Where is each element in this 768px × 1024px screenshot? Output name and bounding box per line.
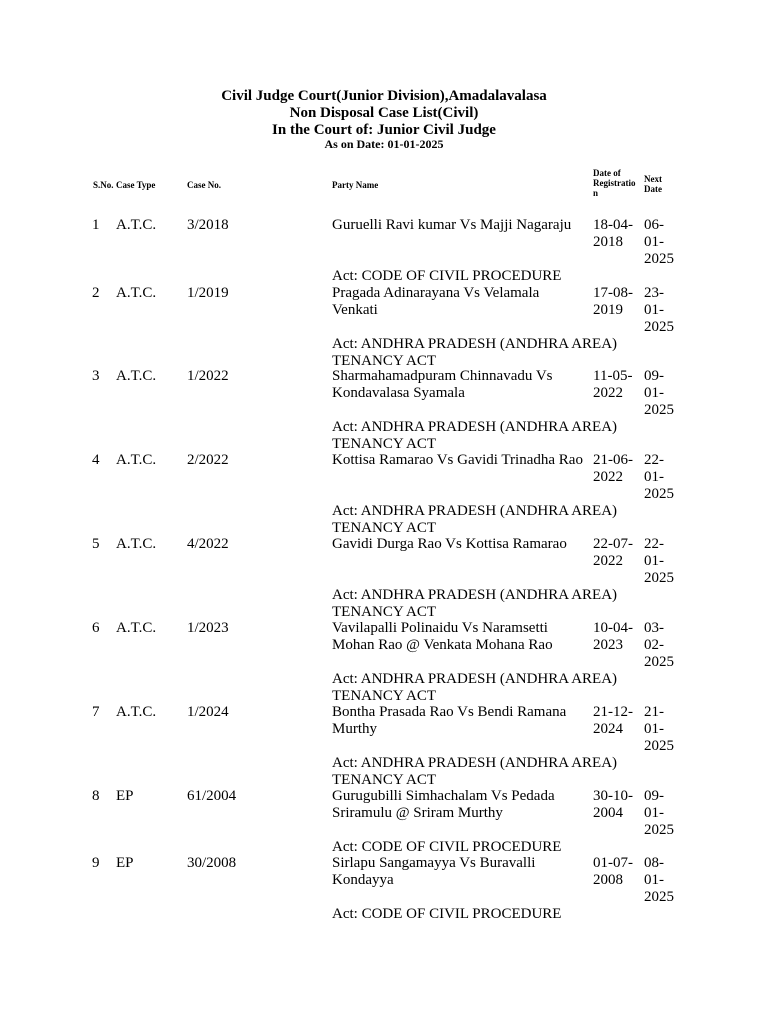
row-party-name-line: Venkati [332, 302, 378, 318]
row-act-line: TENANCY ACT [332, 436, 437, 452]
row-date-of-registration-line: 17-08- [593, 285, 633, 301]
court-name: Civil Judge Court(Junior Division),Amadalavalasa [221, 88, 547, 104]
column-header-sno: S.No. [93, 180, 114, 190]
row-sno-line: 7 [92, 704, 100, 720]
row-next-date-line: 01- [644, 872, 664, 888]
row-sno-line: 4 [92, 452, 100, 468]
row-next-date-line: 23- [644, 285, 664, 301]
row-sno [92, 788, 100, 805]
row-next-date-line: 09- [644, 368, 664, 384]
row-next-date [644, 855, 684, 906]
row-date-of-registration-line: 22-07- [593, 536, 633, 552]
row-party-name [332, 217, 594, 234]
column-header-reg-line: n [593, 188, 599, 198]
row-act-line: TENANCY ACT [332, 353, 437, 369]
row-case-type-line: A.T.C. [116, 452, 157, 468]
row-party-name-line: Sriramulu @ Sriram Murthy [332, 805, 503, 821]
row-act-line: Act: CODE OF CIVIL PROCEDURE [332, 268, 562, 284]
row-date-of-registration [593, 536, 641, 570]
column-header-reg-line: Date of [593, 168, 621, 178]
row-date-of-registration-line: 2022 [593, 553, 623, 569]
row-party-name [332, 704, 594, 738]
row-party-name-line: Kottisa Ramarao Vs Gavidi Trinadha Rao [332, 452, 583, 468]
row-act-line: TENANCY ACT [332, 604, 437, 620]
row-next-date-line: 01- [644, 469, 664, 485]
row-case-no-line: 2/2022 [187, 452, 229, 468]
row-case-no-line: 1/2023 [187, 620, 229, 636]
row-next-date-line: 2025 [644, 654, 674, 670]
row-case-no-line: 1/2019 [187, 285, 229, 301]
row-case-no [187, 452, 229, 469]
row-act [332, 906, 642, 923]
row-case-type [116, 285, 156, 302]
row-date-of-registration-line: 18-04- [593, 217, 633, 233]
row-party-name [332, 285, 594, 319]
row-next-date [644, 217, 684, 268]
row-sno [92, 285, 100, 302]
row-party-name-line: Sharmahamadpuram Chinnavadu Vs [332, 368, 553, 384]
row-case-type [116, 536, 156, 553]
row-act [332, 671, 642, 705]
row-sno-line: 1 [92, 217, 100, 233]
row-date-of-registration-line: 30-10- [593, 788, 633, 804]
row-next-date-line: 01- [644, 805, 664, 821]
row-case-no-line: 1/2022 [187, 368, 229, 384]
row-case-no-line: 1/2024 [187, 704, 229, 720]
row-act-line: Act: ANDHRA PRADESH (ANDHRA AREA) [332, 336, 618, 352]
column-header-reg-line: Registratio [593, 178, 636, 188]
row-sno-line: 3 [92, 368, 100, 384]
row-act-line: TENANCY ACT [332, 520, 437, 536]
row-next-date [644, 452, 684, 503]
row-next-date [644, 368, 684, 419]
row-date-of-registration [593, 285, 641, 319]
row-case-no-line: 4/2022 [187, 536, 229, 552]
row-next-date [644, 788, 684, 839]
row-act-line: Act: ANDHRA PRADESH (ANDHRA AREA) [332, 755, 618, 771]
list-title: Non Disposal Case List(Civil) [289, 105, 479, 121]
row-party-name-line: Murthy [332, 721, 377, 737]
row-date-of-registration-line: 2008 [593, 872, 623, 888]
row-act [332, 268, 642, 285]
row-date-of-registration-line: 01-07- [593, 855, 633, 871]
row-next-date-line: 2025 [644, 402, 674, 418]
row-date-of-registration-line: 2022 [593, 385, 623, 401]
column-header-next-line: Date [644, 184, 662, 194]
row-date-of-registration-line: 10-04- [593, 620, 633, 636]
row-case-no-line: 61/2004 [187, 788, 237, 804]
row-next-date-line: 2025 [644, 822, 674, 838]
row-next-date [644, 620, 684, 671]
row-next-date [644, 536, 684, 587]
row-party-name-line: Sirlapu Sangamayya Vs Buravalli [332, 855, 536, 871]
row-party-name-line: Kondayya [332, 872, 394, 888]
row-date-of-registration [593, 620, 641, 654]
row-party-name [332, 536, 594, 553]
row-date-of-registration-line: 21-12- [593, 704, 633, 720]
row-next-date-line: 03- [644, 620, 664, 636]
row-act [332, 336, 642, 370]
row-next-date-line: 22- [644, 536, 664, 552]
row-sno-line: 8 [92, 788, 100, 804]
row-party-name-line: Vavilapalli Polinaidu Vs Naramsetti [332, 620, 548, 636]
row-next-date-line: 09- [644, 788, 664, 804]
row-next-date-line: 2025 [644, 319, 674, 335]
row-next-date-line: 21- [644, 704, 664, 720]
row-case-no [187, 368, 229, 385]
row-case-no [187, 855, 236, 872]
row-act [332, 503, 642, 537]
row-case-no [187, 217, 229, 234]
row-party-name [332, 368, 594, 402]
row-party-name-line: Guruelli Ravi kumar Vs Majji Nagaraju [332, 217, 572, 233]
row-act-line: Act: ANDHRA PRADESH (ANDHRA AREA) [332, 587, 618, 603]
row-party-name-line: Mohan Rao @ Venkata Mohana Rao [332, 637, 553, 653]
row-party-name-line: Bontha Prasada Rao Vs Bendi Ramana [332, 704, 567, 720]
row-date-of-registration-line: 11-05- [593, 368, 633, 384]
row-date-of-registration [593, 452, 641, 486]
row-case-type [116, 452, 156, 469]
row-case-type-line: A.T.C. [116, 217, 157, 233]
row-case-type-line: A.T.C. [116, 704, 157, 720]
row-act-line: Act: CODE OF CIVIL PROCEDURE [332, 906, 562, 922]
row-sno [92, 536, 100, 553]
row-next-date-line: 01- [644, 302, 664, 318]
row-next-date-line: 01- [644, 385, 664, 401]
row-case-no [187, 788, 236, 805]
row-act-line: Act: ANDHRA PRADESH (ANDHRA AREA) [332, 671, 618, 687]
as-on-date: As on Date: 01-01-2025 [324, 137, 444, 151]
row-case-no [187, 704, 229, 721]
row-next-date-line: 01- [644, 553, 664, 569]
row-act [332, 419, 642, 453]
row-act-line: Act: ANDHRA PRADESH (ANDHRA AREA) [332, 419, 618, 435]
row-next-date-line: 22- [644, 452, 664, 468]
row-act [332, 587, 642, 621]
row-sno [92, 620, 100, 637]
column-header-next-date [644, 174, 672, 194]
row-act-line: TENANCY ACT [332, 772, 437, 788]
row-act-line: Act: ANDHRA PRADESH (ANDHRA AREA) [332, 503, 618, 519]
row-party-name-line: Gurugubilli Simhachalam Vs Pedada [332, 788, 555, 804]
row-date-of-registration [593, 788, 641, 822]
row-date-of-registration-line: 2023 [593, 637, 623, 653]
row-date-of-registration-line: 2018 [593, 234, 623, 250]
row-date-of-registration-line: 2024 [593, 721, 623, 737]
row-case-type-line: A.T.C. [116, 536, 157, 552]
row-act-line: TENANCY ACT [332, 688, 437, 704]
row-next-date-line: 2025 [644, 570, 674, 586]
row-party-name [332, 620, 594, 654]
row-case-type [116, 704, 156, 721]
row-next-date-line: 06- [644, 217, 664, 233]
row-next-date-line: 2025 [644, 889, 674, 905]
row-party-name-line: Kondavalasa Syamala [332, 385, 465, 401]
row-next-date [644, 704, 684, 755]
row-case-no [187, 620, 229, 637]
row-sno-line: 2 [92, 285, 100, 301]
row-case-type [116, 217, 156, 234]
row-act-line: Act: CODE OF CIVIL PROCEDURE [332, 839, 562, 855]
row-sno [92, 217, 100, 234]
row-act [332, 839, 642, 856]
row-next-date-line: 01- [644, 234, 664, 250]
column-header-next-line: Next [644, 174, 662, 184]
row-sno-line: 5 [92, 536, 100, 552]
row-date-of-registration [593, 855, 641, 889]
row-next-date-line: 2025 [644, 486, 674, 502]
row-party-name [332, 855, 594, 889]
row-case-type-line: EP [116, 855, 134, 871]
row-next-date [644, 285, 684, 336]
row-case-type-line: A.T.C. [116, 620, 157, 636]
row-case-no [187, 285, 229, 302]
row-date-of-registration-line: 2022 [593, 469, 623, 485]
row-date-of-registration-line: 2019 [593, 302, 623, 318]
row-party-name-line: Pragada Adinarayana Vs Velamala [332, 285, 540, 301]
row-date-of-registration [593, 217, 641, 251]
row-case-type [116, 368, 156, 385]
row-date-of-registration [593, 704, 641, 738]
row-sno-line: 9 [92, 855, 100, 871]
row-sno-line: 6 [92, 620, 100, 636]
row-next-date-line: 01- [644, 721, 664, 737]
row-next-date-line: 2025 [644, 738, 674, 754]
column-header-date-of-registration [593, 168, 635, 198]
row-date-of-registration-line: 2004 [593, 805, 623, 821]
row-date-of-registration-line: 21-06- [593, 452, 633, 468]
row-next-date-line: 08- [644, 855, 664, 871]
court-of: In the Court of: Junior Civil Judge [272, 122, 496, 138]
row-case-type-line: A.T.C. [116, 368, 157, 384]
row-case-no-line: 3/2018 [187, 217, 229, 233]
row-sno [92, 855, 100, 872]
row-next-date-line: 2025 [644, 251, 674, 267]
row-case-no [187, 536, 229, 553]
row-case-type-line: A.T.C. [116, 285, 157, 301]
row-act [332, 755, 642, 789]
row-sno [92, 704, 100, 721]
row-party-name [332, 788, 594, 822]
row-case-type [116, 855, 134, 872]
row-party-name [332, 452, 594, 469]
row-sno [92, 368, 100, 385]
column-header-case-type: Case Type [116, 180, 156, 190]
row-next-date-line: 02- [644, 637, 664, 653]
row-case-type-line: EP [116, 788, 134, 804]
row-party-name-line: Gavidi Durga Rao Vs Kottisa Ramarao [332, 536, 567, 552]
row-case-no-line: 30/2008 [187, 855, 237, 871]
row-case-type [116, 788, 134, 805]
column-header-party-name: Party Name [332, 180, 379, 190]
row-sno [92, 452, 100, 469]
column-header-case-no: Case No. [187, 180, 221, 190]
row-date-of-registration [593, 368, 641, 402]
row-case-type [116, 620, 156, 637]
